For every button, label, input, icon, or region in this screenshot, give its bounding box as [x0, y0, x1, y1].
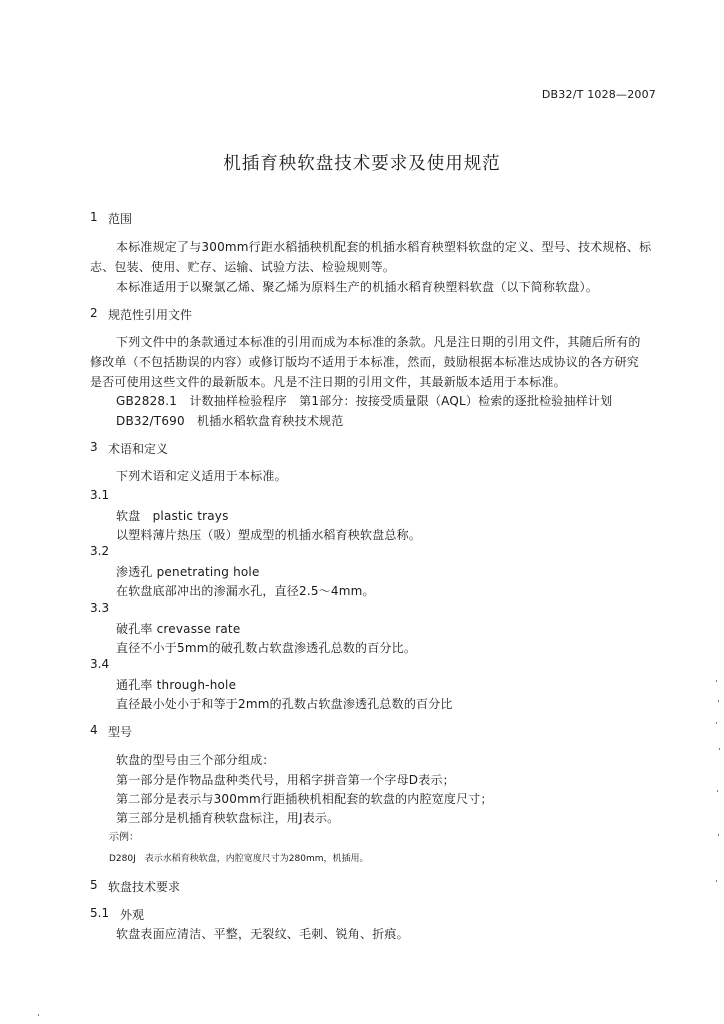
scan-speck [717, 790, 718, 792]
term-3-4-number: 3.4 [90, 657, 110, 671]
example-label: 示例： [109, 832, 139, 843]
term-3-2-name: 渗透孔 penetrating hole [116, 565, 260, 579]
scan-speck [719, 748, 720, 750]
scan-speck [716, 722, 717, 724]
section-5-1-title: 外观 [120, 908, 145, 922]
section-2-para-line1: 下列文件中的条款通过本标准的引用而成为本标准的条款。凡是注日期的引用文件，其随后所有的 [116, 335, 641, 349]
section-2-title: 规范性引用文件 [108, 308, 193, 322]
term-3-3-name: 破孔率 crevasse rate [116, 622, 241, 636]
section-4-number: 4 [90, 723, 98, 737]
term-3-1-name: 软盘 plastic trays [116, 509, 229, 523]
section-2-para-line3: 是否可使用这些文件的最新版本。凡是不注日期的引用文件，其最新版本适用于本标准。 [90, 375, 566, 389]
term-3-1-definition: 以塑料薄片热压（吸）塑成型的机插水稻育秧软盘总称。 [116, 528, 422, 542]
section-5-1-number: 5.1 [90, 906, 110, 920]
example-text: D280J 表示水稻育秧软盘，内腔宽度尺寸为280mm，机插用。 [109, 854, 369, 864]
term-3-3-number: 3.3 [90, 601, 110, 615]
section-3-intro: 下列术语和定义适用于本标准。 [116, 469, 287, 483]
section-3-title: 术语和定义 [108, 442, 169, 456]
scan-speck [38, 1014, 39, 1016]
scan-speck [718, 700, 719, 702]
section-1-para1-line1: 本标准规定了与300mm行距水稻插秧机配套的机插水稻育秧塑料软盘的定义、型号、技术规格、标 [116, 240, 652, 254]
section-5-1-text: 软盘表面应清洁、平整，无裂纹、毛刺、锐角、折痕。 [116, 927, 409, 941]
normative-reference-2: DB32/T690 机插水稻软盘育秧技术规范 [116, 414, 344, 428]
scan-speck [716, 880, 717, 882]
term-3-1-number: 3.1 [90, 488, 110, 502]
section-4-line4: 第三部分是机插育秧软盘标注，用J表示。 [116, 811, 340, 825]
scan-speck [718, 834, 719, 836]
section-4-line1: 软盘的型号由三个部分组成： [116, 753, 275, 767]
scan-speck [716, 680, 717, 682]
section-1-para1-line2: 志、包装、使用、贮存、运输、试验方法、检验规则等。 [90, 260, 396, 274]
normative-reference-1: GB2828.1 计数抽样检验程序 第1部分：按接受质量限（AQL）检索的逐批检验抽样计划 [116, 394, 613, 408]
section-3-number: 3 [90, 440, 98, 454]
section-4-line3: 第二部分是表示与300mm行距插秧机相配套的软盘的内腔宽度尺寸； [116, 792, 493, 806]
section-2-number: 2 [90, 306, 98, 320]
section-5-number: 5 [90, 878, 98, 892]
section-1-title: 范围 [108, 212, 133, 226]
section-1-para2: 本标准适用于以聚氯乙烯、聚乙烯为原料生产的机插水稻育秧塑料软盘（以下简称软盘）。 [116, 280, 599, 294]
term-3-2-definition: 在软盘底部冲出的渗漏水孔，直径2.5～4mm。 [116, 584, 375, 598]
term-3-3-definition: 直径不小于5mm的破孔数占软盘渗透孔总数的百分比。 [116, 641, 417, 655]
section-4-title: 型号 [108, 725, 133, 739]
term-3-2-number: 3.2 [90, 544, 110, 558]
section-1-number: 1 [90, 210, 98, 224]
document-title: 机插育秧软盘技术要求及使用规范 [223, 154, 501, 174]
term-3-4-definition: 直径最小处小于和等于2mm的孔数占软盘渗透孔总数的百分比 [116, 697, 453, 711]
standard-code: DB32/T 1028—2007 [541, 88, 656, 101]
term-3-4-name: 通孔率 through-hole [116, 678, 237, 692]
section-4-line2: 第一部分是作物品盘种类代号，用稻字拼音第一个字母D表示； [116, 773, 455, 787]
section-2-para-line2: 修改单（不包括勘误的内容）或修订版均不适用于本标准，然而，鼓励根据本标准达成协议的各方研究 [90, 355, 640, 369]
section-5-title: 软盘技术要求 [108, 880, 181, 894]
